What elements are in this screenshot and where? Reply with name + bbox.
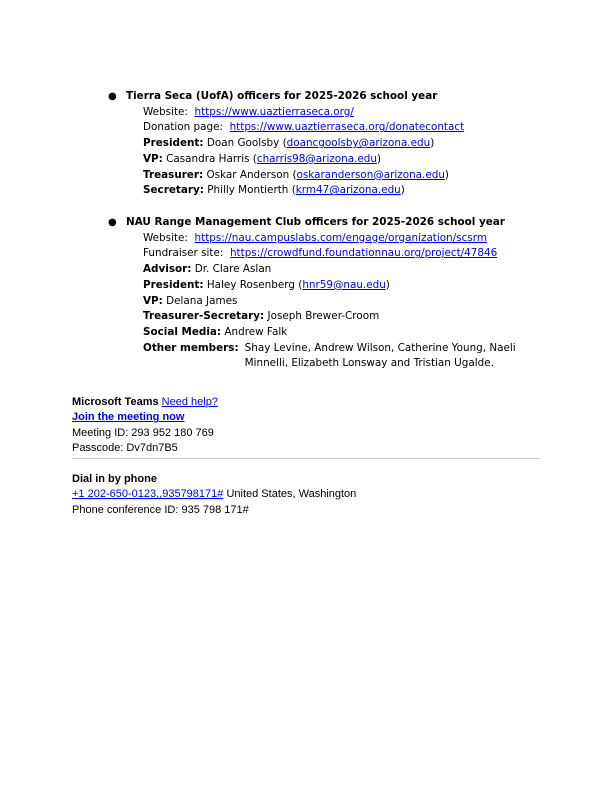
president-email-link[interactable]: hnr59@nau.edu [302, 278, 386, 291]
secretary-label: Secretary: [143, 184, 204, 197]
club-heading: NAU Range Management Club officers for 2025-2026 school year [126, 216, 505, 228]
website-link[interactable]: https://nau.campuslabs.com/engage/organization/scsrm [194, 231, 487, 244]
president-line: President: Doan Goolsby (doancgoolsby@arizona.edu) [143, 137, 435, 150]
need-help-link[interactable]: Need help? [161, 396, 218, 408]
treasurer-secretary-label: Treasurer-Secretary: [143, 310, 265, 323]
social-media-label: Social Media: [143, 325, 222, 338]
other-members-list: Shay Levine, Andrew Wilson, Catherine Young, Naeli Minnelli, Elizabeth Lonsway and Tristian Ugalde. [244, 341, 516, 370]
president-line: President: Haley Rosenberg (hnr59@nau.edu) [143, 278, 390, 291]
president-name: Haley Rosenberg [206, 278, 295, 291]
vp-name: Delana James [166, 294, 238, 307]
website-link[interactable]: https://www.uaztierraseca.org/ [194, 105, 354, 118]
teams-meeting-block [72, 395, 540, 518]
passcode: Passcode: Dv7dn7B5 [72, 441, 178, 454]
dial-in-title: Dial in by phone [72, 473, 157, 486]
treasurer-secretary-name: Joseph Brewer-Croom [267, 310, 380, 323]
president-label: President: [143, 278, 204, 291]
other-members-label: Other members: [143, 341, 239, 354]
join-meeting-link[interactable]: Join the meeting now [72, 411, 185, 424]
treasurer-email-link[interactable]: oskaranderson@arizona.edu [296, 168, 445, 181]
social-media-line [143, 325, 568, 341]
website-label: Website: [143, 231, 188, 244]
phone-location: United States, Washington [226, 488, 357, 501]
vp-line: VP: Casandra Harris (charris98@arizona.edu) [143, 152, 382, 165]
fundraiser-line [143, 246, 568, 262]
phone-line [72, 487, 540, 502]
website-line [143, 105, 568, 121]
secretary-email-link[interactable]: krm47@arizona.edu [295, 184, 401, 197]
secretary-line: Secretary: Philly Montierth (krm47@arizona.edu) [143, 184, 405, 197]
meeting-id: Meeting ID: 293 952 180 769 [72, 426, 214, 439]
president-email-link[interactable]: doancgoolsby@arizona.edu [286, 137, 431, 150]
treasurer-label: Treasurer: [143, 168, 204, 181]
bullet-icon: ● [108, 217, 117, 228]
bullet-icon: ● [108, 91, 117, 102]
treasurer-name: Oskar Anderson [206, 168, 290, 181]
vp-label: VP: [143, 294, 163, 307]
conference-id: Phone conference ID: 935 798 171# [72, 503, 249, 516]
president-label: President: [143, 137, 204, 150]
phone-number-link[interactable]: +1 202-650-0123,,935798171# [72, 488, 224, 501]
website-label: Website: [143, 105, 188, 118]
club-section-nau-range [108, 215, 568, 372]
vp-line [143, 294, 568, 310]
other-members-line [143, 341, 568, 372]
club-section-tierra-seca [108, 89, 568, 199]
social-media-name: Andrew Falk [224, 325, 288, 338]
teams-title: Microsoft Teams [72, 396, 159, 408]
teams-title-line [72, 395, 540, 410]
website-line [143, 231, 568, 247]
club-heading: Tierra Seca (UofA) officers for 2025-2026 school year [126, 90, 438, 102]
advisor-label: Advisor: [143, 263, 192, 276]
donation-line [143, 120, 568, 136]
secretary-name: Philly Montierth [207, 184, 289, 197]
donation-label: Donation page: [143, 121, 223, 134]
advisor-line [143, 262, 568, 278]
fundraiser-label: Fundraiser site: [143, 247, 224, 260]
fundraiser-link[interactable]: https://crowdfund.foundationnau.org/project/47846 [229, 247, 498, 260]
treasurer-secretary-line [143, 309, 568, 325]
vp-label: VP: [143, 152, 163, 165]
treasurer-line: Treasurer: Oskar Anderson (oskaranderson@arizona.edu) [143, 168, 449, 181]
advisor-name: Dr. Clare Aslan [194, 263, 272, 276]
president-name: Doan Goolsby [206, 137, 280, 150]
vp-name: Casandra Harris [166, 152, 250, 165]
vp-email-link[interactable]: charris98@arizona.edu [256, 152, 377, 165]
donation-link[interactable]: https://www.uaztierraseca.org/donatecontact [229, 121, 465, 134]
